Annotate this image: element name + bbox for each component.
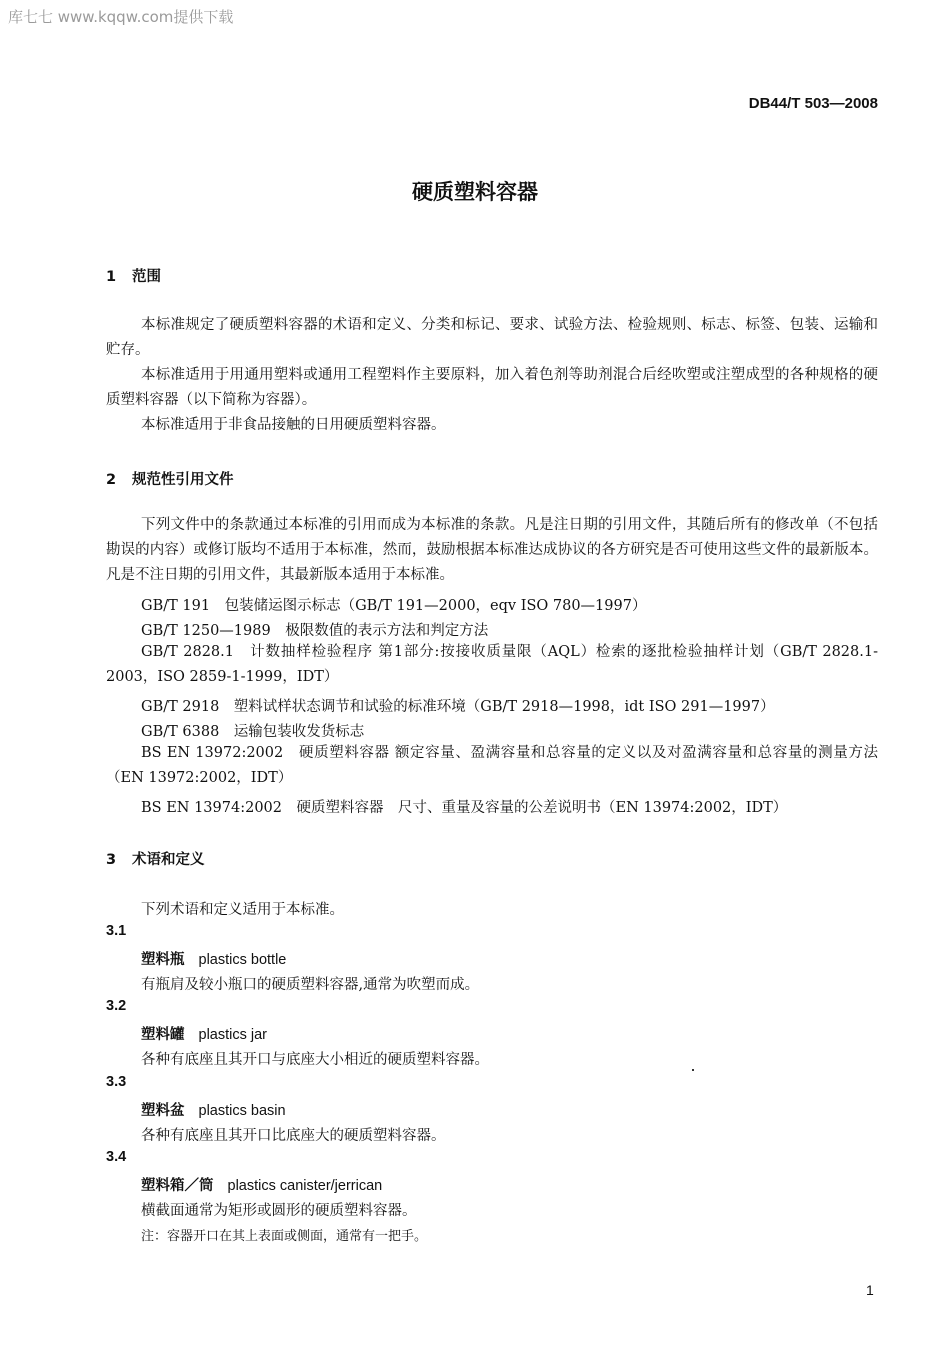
reference-item: GB/T 1250—1989 极限数值的表示方法和判定方法 [141,623,489,639]
section-number: 2 [106,472,117,488]
term-chinese: 塑料罐 [141,1027,185,1043]
term-definition: 各种有底座且其开口比底座大的硬质塑料容器。 [141,1128,446,1144]
term-entry [141,948,286,969]
term-entry [141,1174,382,1195]
page-number: 1 [866,1282,874,1298]
term-definition: 横截面通常为矩形或圆形的硬质塑料容器。 [141,1203,417,1219]
section-1-paragraph: 本标准规定了硬质塑料容器的术语和定义、分类和标记、要求、试验方法、检验规则、标志、标签、包装、运输和贮存。 [106,317,878,358]
section-1-heading [106,265,161,286]
document-number: DB44/T 503—2008 [748,95,878,112]
section-3-heading [106,848,205,869]
term-chinese: 塑料盆 [141,1103,185,1119]
section-2-intro: 下列文件中的条款通过本标准的引用而成为本标准的条款。凡是注日期的引用文件，其随后所有的修改单（不包括勘误的内容）或修订版均不适用于本标准，然而，鼓励根据本标准达成协议的各方研究是否可使用这些文件的最新版本。凡是不注日期的引用文件，其最新版本适用于本标准。 [106,517,878,583]
term-number: 3.2 [106,998,127,1014]
term-definition: 有瓶肩及较小瓶口的硬质塑料容器,通常为吹塑而成。 [141,977,480,993]
section-title: 规范性引用文件 [132,472,234,488]
term-entry [141,1023,267,1044]
term-english: plastics jar [198,1027,267,1043]
scan-speck [692,1069,694,1071]
reference-item: GB/T 2828.1 计数抽样检验程序 第1部分:按接收质量限（AQL）检索的逐批检验抽样计划（GB/T 2828.1-2003，ISO 2859-1-1999，IDT） [106,644,878,685]
term-chinese: 塑料瓶 [141,952,185,968]
term-number: 3.4 [106,1149,127,1165]
section-2-heading [106,468,234,489]
section-number: 3 [106,852,117,868]
term-english: plastics canister/jerrican [227,1178,383,1194]
watermark: 库七七 www.kqqw.com提供下载 [8,8,234,26]
reference-item: BS EN 13972:2002 硬质塑料容器 额定容量、盈满容量和总容量的定义以及对盈满容量和总容量的测量方法（EN 13972:2002，IDT） [106,745,878,786]
section-1-paragraph: 本标准适用于非食品接触的日用硬质塑料容器。 [141,417,446,433]
term-note: 注：容器开口在其上表面或侧面，通常有一把手。 [141,1229,428,1244]
term-definition: 各种有底座且其开口与底座大小相近的硬质塑料容器。 [141,1052,489,1068]
section-title: 术语和定义 [132,852,205,868]
section-title: 范围 [132,269,161,285]
section-1-paragraph: 本标准适用于用通用塑料或通用工程塑料作主要原料，加入着色剂等助剂混合后经吹塑或注塑成型的各种规格的硬质塑料容器（以下简称为容器）。 [106,367,878,408]
reference-item: BS EN 13974:2002 硬质塑料容器 尺寸、重量及容量的公差说明书（EN 13974:2002，IDT） [141,800,788,816]
term-entry [141,1099,286,1120]
reference-item: GB/T 6388 运输包装收发货标志 [141,724,365,740]
term-english: plastics basin [198,1103,286,1119]
section-3-intro: 下列术语和定义适用于本标准。 [141,902,344,918]
reference-item: GB/T 2918 塑料试样状态调节和试验的标准环境（GB/T 2918—1998，idt ISO 291—1997） [141,699,775,715]
section-number: 1 [106,269,117,285]
term-number: 3.1 [106,923,127,939]
term-english: plastics bottle [198,952,287,968]
document-title: 硬质塑料容器 [412,180,538,204]
reference-item: GB/T 191 包装储运图示标志（GB/T 191—2000，eqv ISO 780—1997） [141,598,647,614]
term-number: 3.3 [106,1074,127,1090]
term-chinese: 塑料箱／筒 [141,1178,214,1194]
